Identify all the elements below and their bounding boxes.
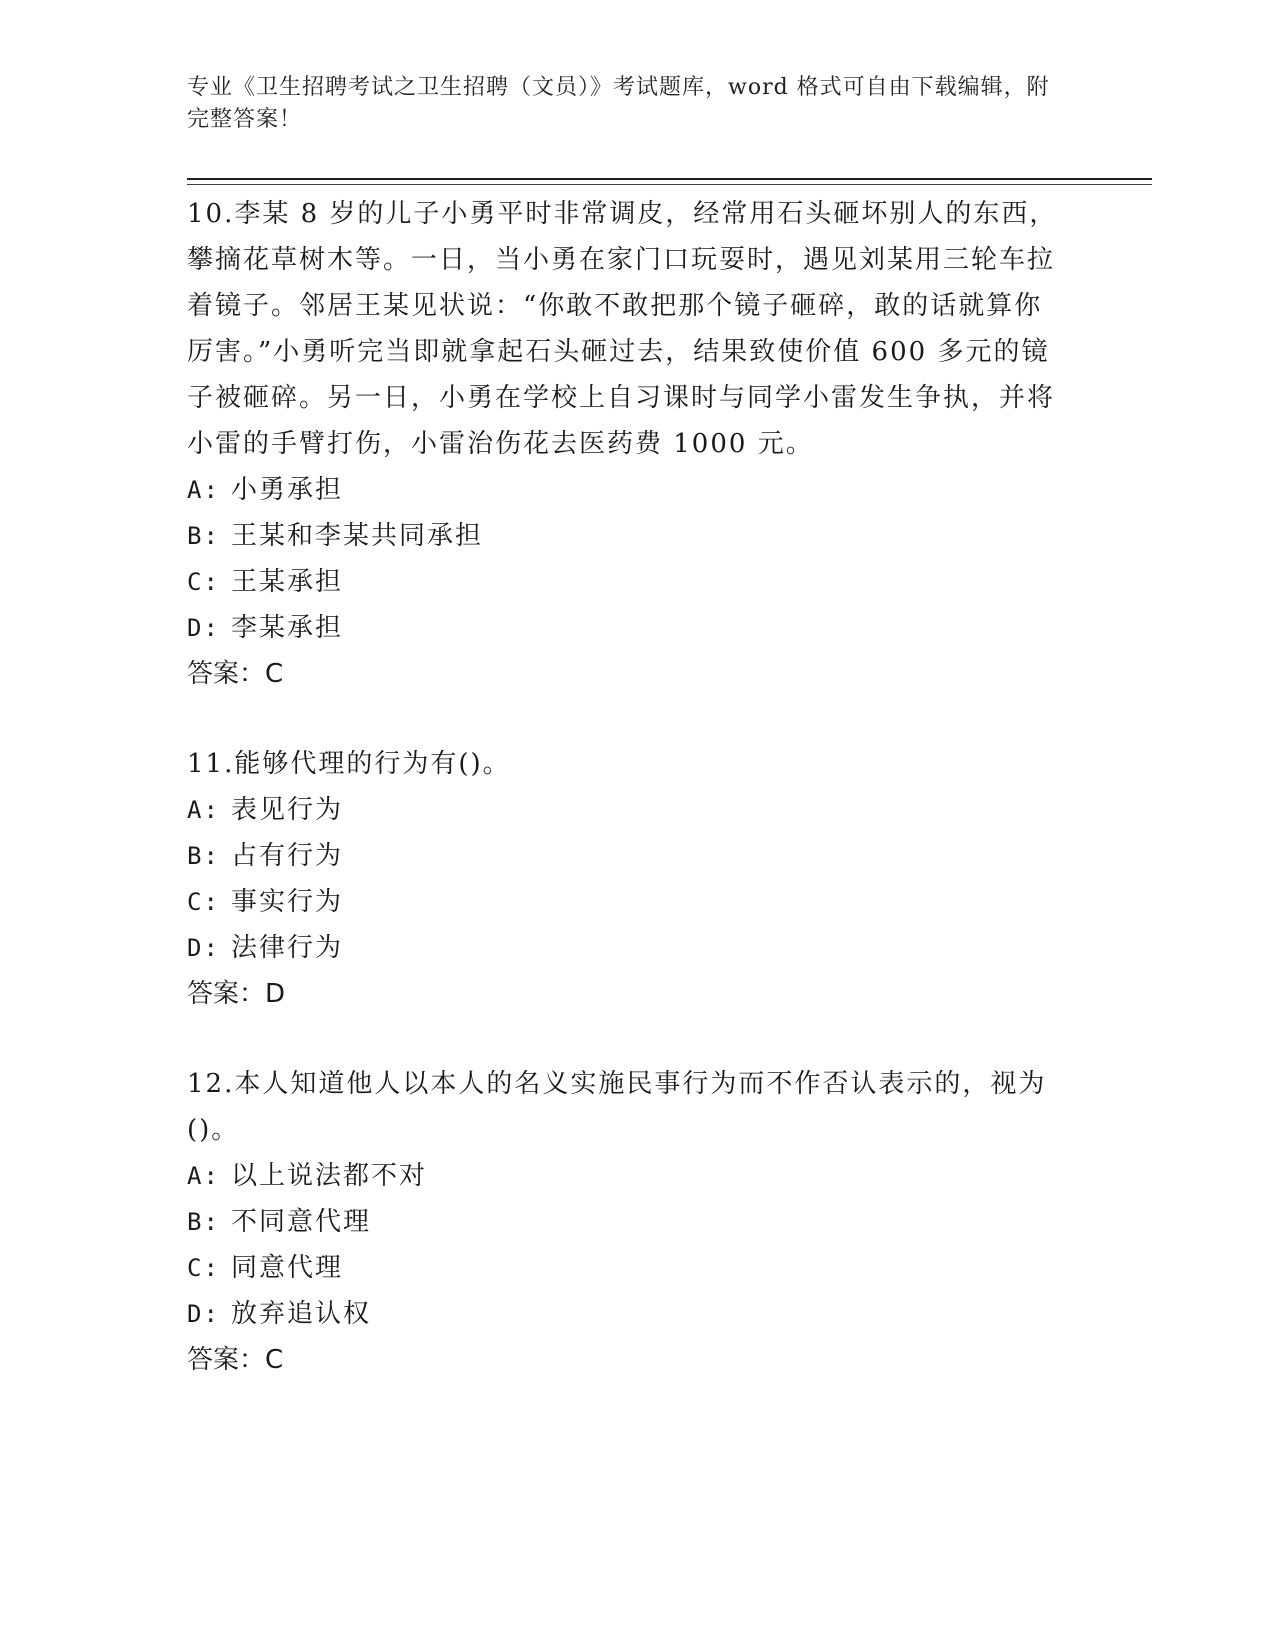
option-letter: C: — [187, 888, 220, 916]
option-letter: C: — [187, 568, 220, 596]
answer-label: 答案：C — [187, 1345, 284, 1375]
option-c — [187, 559, 1067, 605]
option-letter: D: — [187, 934, 220, 962]
option-letter: A: — [187, 476, 220, 504]
option-letter: D: — [187, 614, 220, 642]
option-text: 同意代理 — [231, 1253, 344, 1283]
option-a — [187, 1153, 1067, 1199]
question-10 — [187, 191, 1067, 697]
option-d — [187, 605, 1067, 651]
option-text: 王某和李某共同承担 — [231, 521, 484, 551]
question-stem: 12.本人知道他人以本人的名义实施民事行为而不作否认表示的，视为()。 — [187, 1069, 1047, 1145]
option-text: 表见行为 — [231, 795, 344, 825]
option-letter: C: — [187, 1254, 220, 1282]
option-letter: A: — [187, 796, 220, 824]
option-letter: B: — [187, 842, 220, 870]
option-text: 不同意代理 — [231, 1207, 372, 1237]
question-12 — [187, 1061, 1067, 1383]
option-d — [187, 1291, 1067, 1337]
question-stem: 10.李某 8 岁的儿子小勇平时非常调皮，经常用石头砸坏别人的东西，攀摘花草树木等。一日，当小勇在家门口玩耍时，遇见刘某用三轮车拉着镜子。邻居王某见状说：“你敢不敢把那个镜子砸碎，敢的话就算你厉害。”小勇听完当即就拿起石头砸过去，结果致使价值 600 多元的镜子被砸碎。另一日，小勇在学校上自习课时与同学小雷发生争执，并将小雷的手臂打伤，小雷治伤花去医药费 1000 元。 — [187, 199, 1058, 459]
option-text: 李某承担 — [231, 613, 344, 643]
option-text: 放弃追认权 — [231, 1299, 372, 1329]
question-spacer — [187, 697, 1067, 741]
option-b — [187, 833, 1067, 879]
option-a — [187, 467, 1067, 513]
option-letter: A: — [187, 1162, 220, 1190]
option-letter: B: — [187, 1208, 220, 1236]
question-spacer — [187, 1017, 1067, 1061]
question-stem: 11.能够代理的行为有()。 — [187, 749, 511, 779]
option-c — [187, 879, 1067, 925]
option-text: 小勇承担 — [231, 475, 344, 505]
option-text: 法律行为 — [231, 933, 344, 963]
option-text: 占有行为 — [231, 841, 344, 871]
question-list — [187, 191, 1067, 1383]
option-text: 以上说法都不对 — [231, 1161, 428, 1191]
header-divider-thick — [187, 178, 1152, 180]
option-letter: B: — [187, 522, 220, 550]
option-a — [187, 787, 1067, 833]
answer-label: 答案：C — [187, 659, 284, 689]
option-d — [187, 925, 1067, 971]
header-divider-thin — [187, 184, 1152, 185]
option-b — [187, 1199, 1067, 1245]
question-11 — [187, 741, 1067, 1017]
option-text: 事实行为 — [231, 887, 344, 917]
option-c — [187, 1245, 1067, 1291]
option-letter: D: — [187, 1300, 220, 1328]
option-text: 王某承担 — [231, 567, 344, 597]
answer-label: 答案：D — [187, 979, 286, 1009]
option-b — [187, 513, 1067, 559]
document-header: 专业《卫生招聘考试之卫生招聘（文员）》考试题库，word 格式可自由下载编辑，附完整答案！ — [187, 75, 1050, 132]
